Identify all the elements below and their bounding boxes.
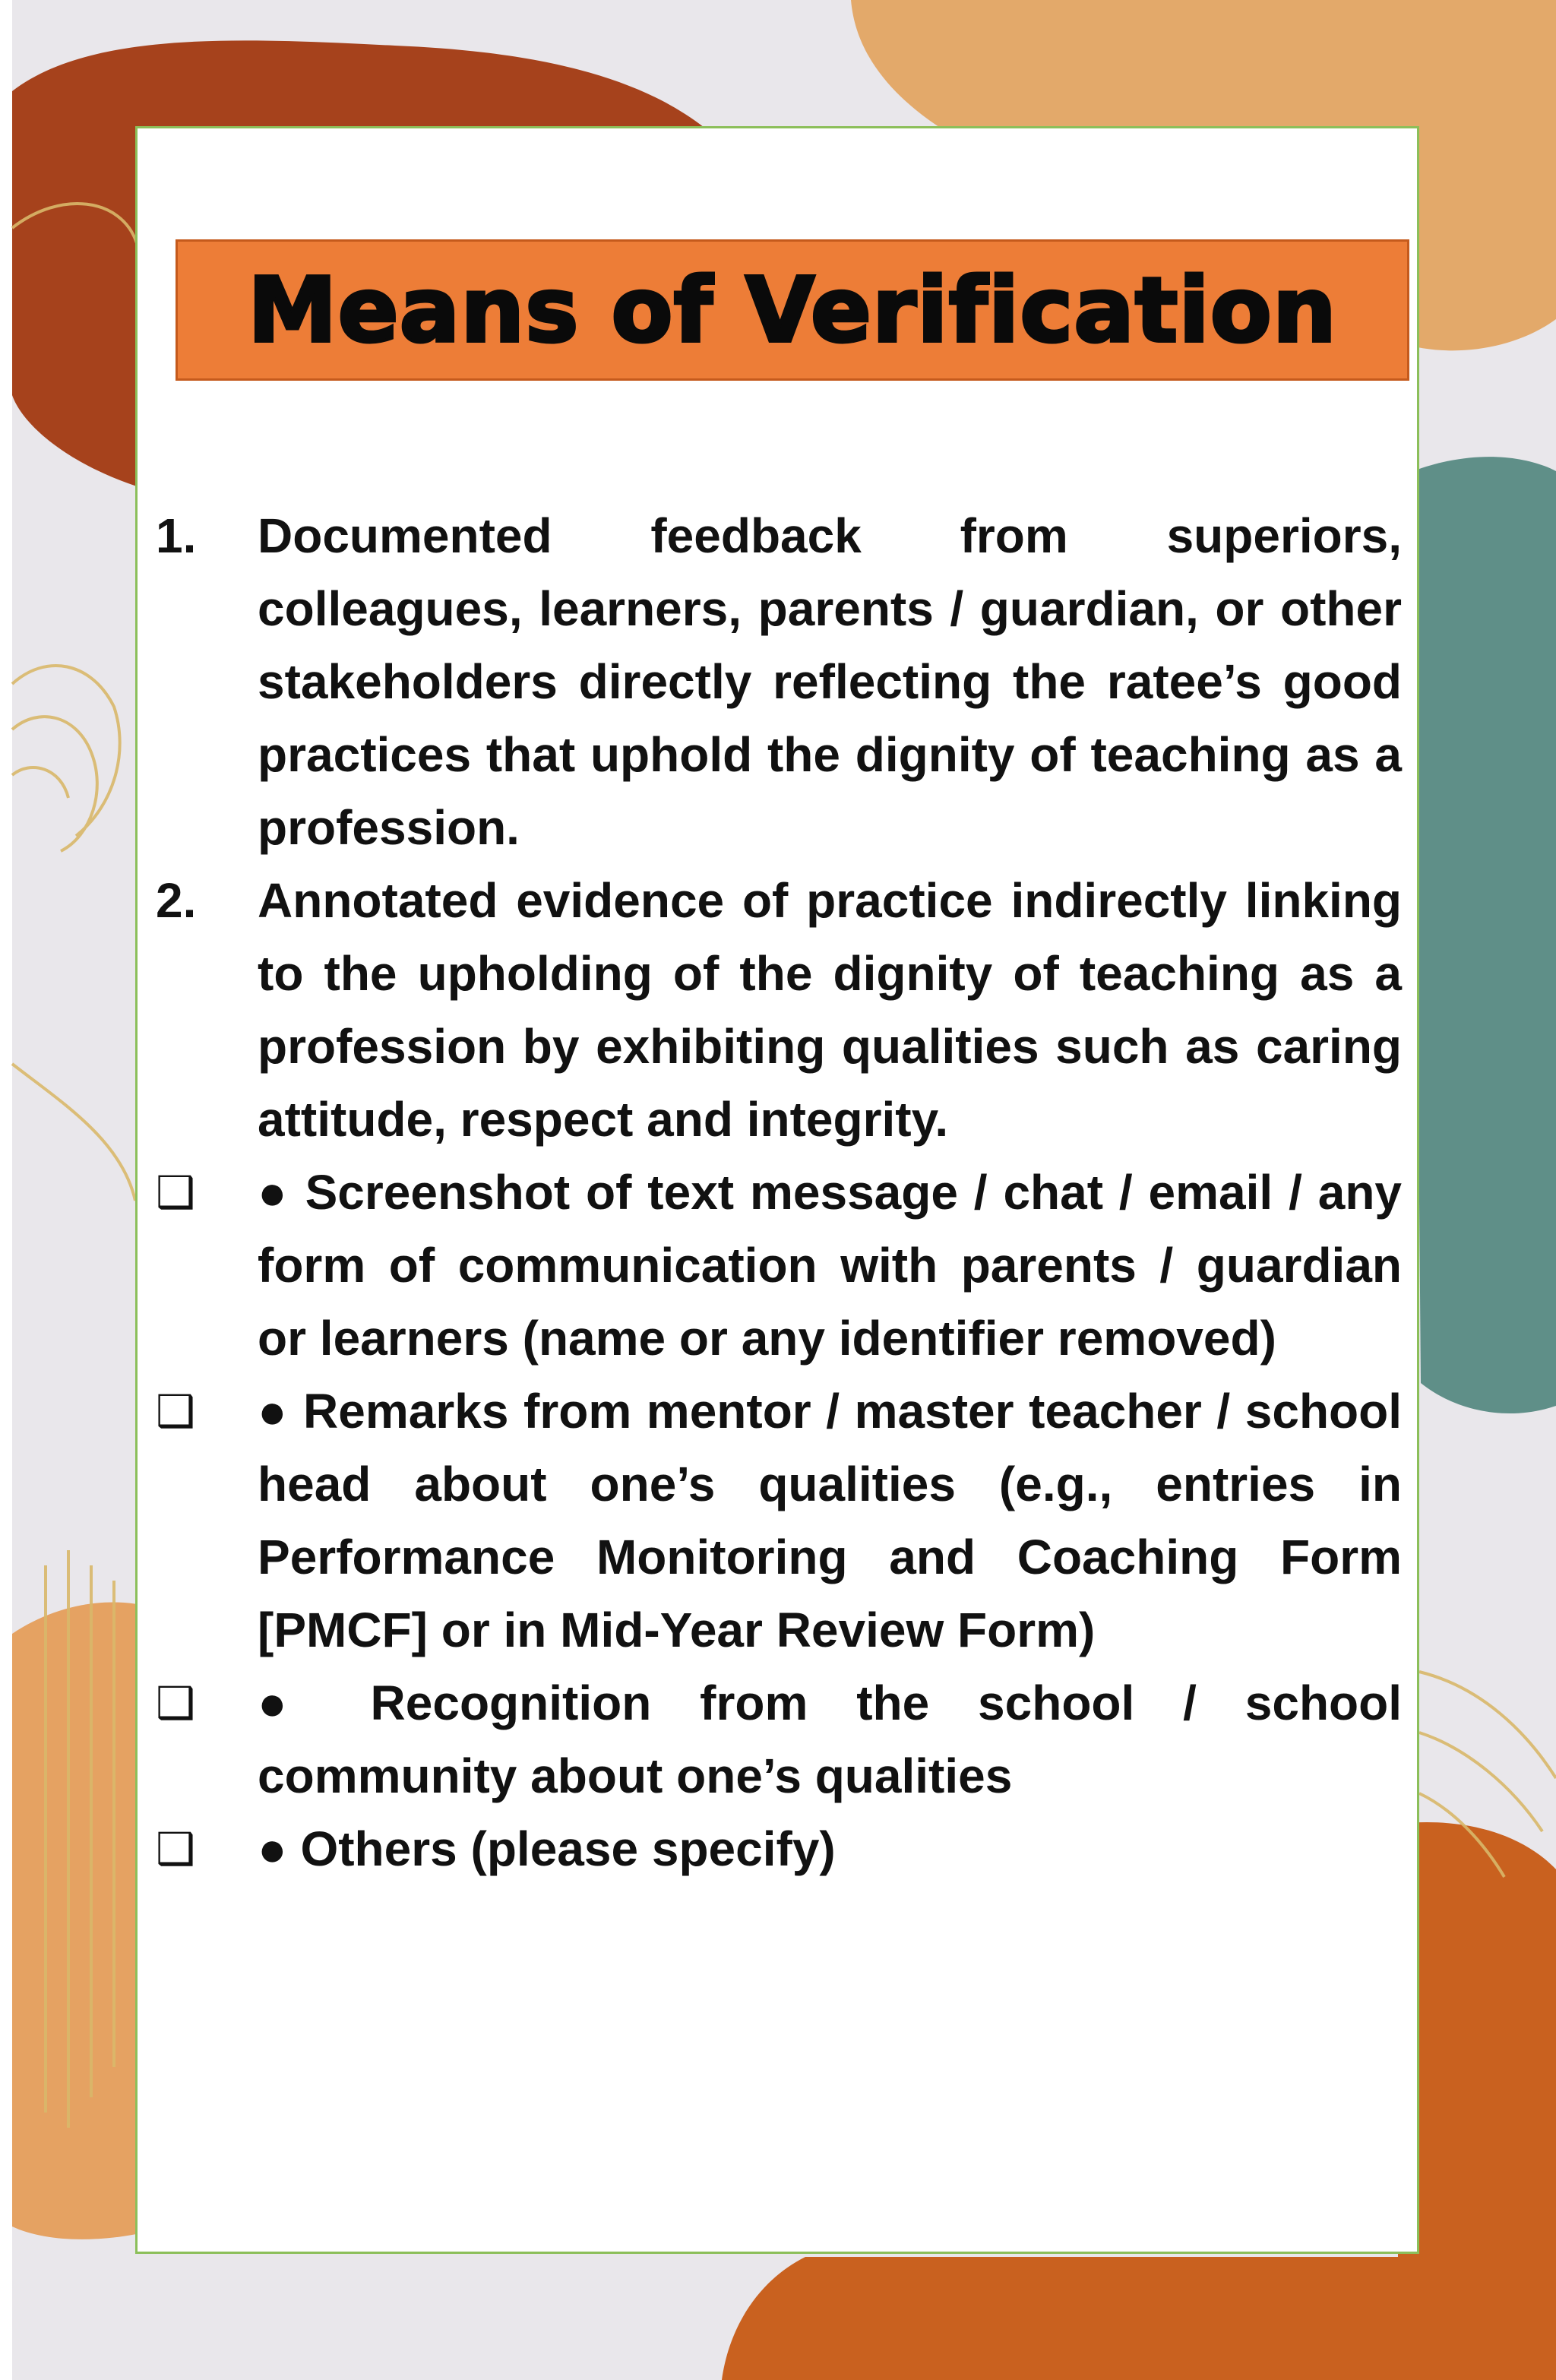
list-item-text: ● Remarks from mentor / master teacher / school head about one’s qualities (e.g., entries in Performance Monitoring and Coaching Form [PMCF] or in Mid-Year Review Form) <box>258 1384 1402 1657</box>
list-item-text: Documented feedback from superiors, colleagues, learners, parents / guardian, or other stakeholders directly reflecting the ratee’s good practices that uphold the dignity of teaching as a profession. <box>258 508 1402 855</box>
list-item <box>156 1666 1402 1812</box>
verification-list <box>156 499 1402 1885</box>
list-item <box>156 499 1402 864</box>
list-item-text: Annotated evidence of practice indirectly linking to the upholding of the dignity of teaching as a profession by exhibiting qualities such as caring attitude, respect and integrity. <box>258 873 1402 1147</box>
checkbox-icon: ❑ <box>156 1385 195 1437</box>
page-title: Means of Verification <box>248 258 1337 362</box>
checkbox-icon: ❑ <box>156 1677 195 1729</box>
content-card <box>135 126 1419 2254</box>
list-item-text: ● Recognition from the school / school community about one’s qualities <box>258 1676 1402 1803</box>
list-item <box>156 864 1402 1156</box>
list-item-text: ● Screenshot of text message / chat / email / any form of communication with parents / guardian or learners (name or any identifier removed) <box>258 1165 1402 1366</box>
list-item-text: ● Others (please specify) <box>258 1821 836 1876</box>
list-item <box>156 1812 1402 1885</box>
checkbox-icon: ❑ <box>156 1166 195 1218</box>
teal-blob-right <box>1413 457 1556 1413</box>
list-number: 1. <box>156 508 197 563</box>
list-item <box>156 1156 1402 1375</box>
list-number: 2. <box>156 873 197 928</box>
list-item <box>156 1375 1402 1666</box>
checkbox-icon: ❑ <box>156 1823 195 1875</box>
title-banner <box>176 239 1409 381</box>
